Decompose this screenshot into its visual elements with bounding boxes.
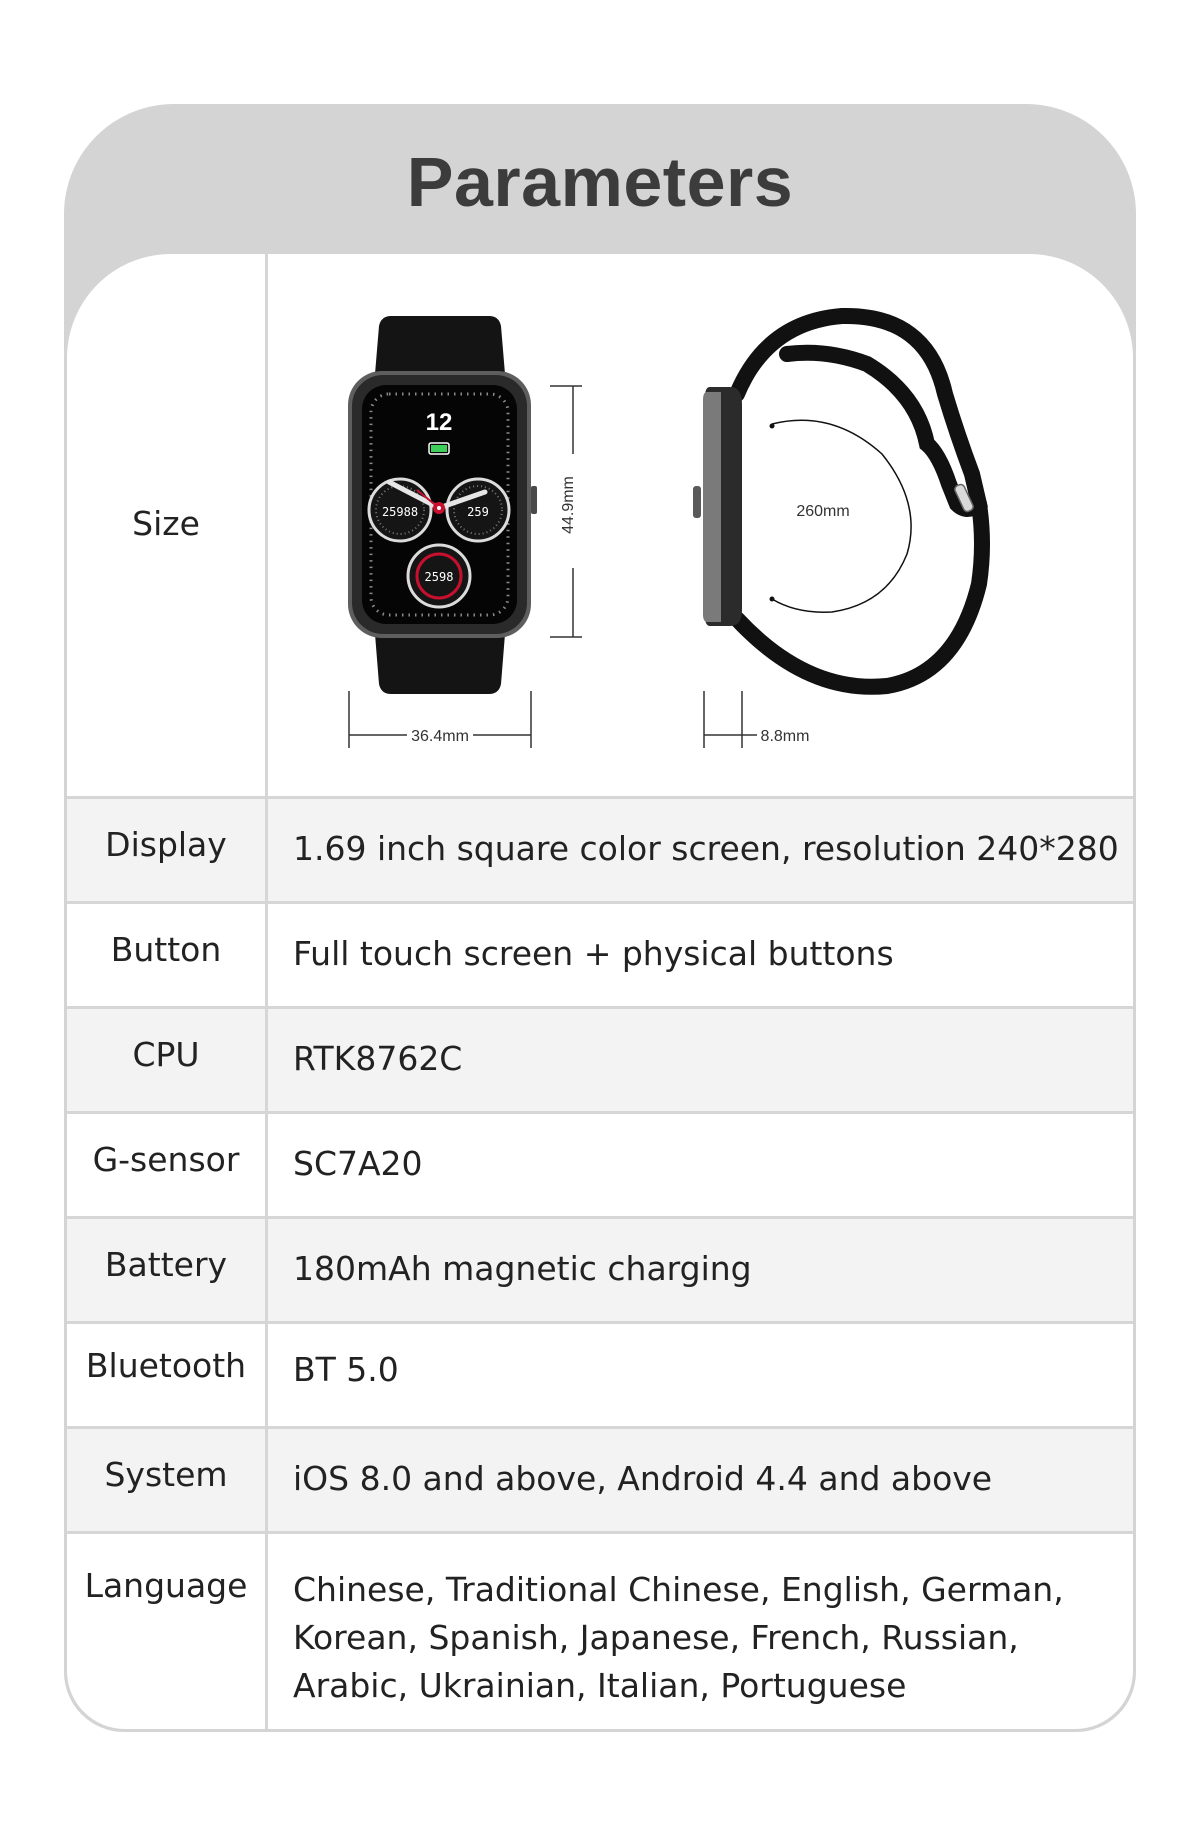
thickness-dim-label: 8.8mm: [760, 728, 810, 745]
watch-hour-label: 12: [425, 409, 453, 436]
parameters-card: [64, 104, 1136, 1732]
spec-row-button: [67, 901, 1133, 1006]
width-dimension: [349, 691, 531, 748]
watch-side-image: [693, 316, 982, 687]
bluetooth-value: BT 5.0: [293, 1350, 399, 1389]
size-row: [67, 254, 1133, 796]
spec-row-battery: [67, 1216, 1133, 1321]
width-dim-label: 36.4mm: [411, 728, 469, 745]
height-dimension: [550, 386, 582, 637]
battery-label: Battery: [104, 1245, 228, 1284]
button-value: Full touch screen + physical buttons: [293, 934, 894, 973]
spec-row-cpu: [67, 1006, 1133, 1111]
left-dial-value: 25988: [381, 505, 419, 519]
spec-table: [67, 254, 1133, 1729]
page-title: Parameters: [406, 143, 794, 221]
system-value: iOS 8.0 and above, Android 4.4 and above: [293, 1459, 993, 1498]
display-value: 1.69 inch square color screen, resolution 240*280: [293, 829, 1119, 868]
bluetooth-label: Bluetooth: [85, 1346, 247, 1385]
spec-row-system: [67, 1426, 1133, 1531]
spec-row-display: [67, 796, 1133, 901]
button-label: Button: [110, 930, 222, 969]
battery-value: 180mAh magnetic charging: [293, 1249, 752, 1288]
height-dim-label: 44.9mm: [560, 476, 577, 534]
cpu-value: RTK8762C: [293, 1039, 463, 1078]
strap-dim-label: 260mm: [796, 503, 850, 520]
bottom-dial-value: 2598: [424, 570, 454, 584]
size-illustration: [267, 254, 1133, 796]
language-label: Language: [84, 1566, 248, 1605]
g-sensor-value: SC7A20: [293, 1144, 423, 1183]
column-divider: [265, 254, 268, 1729]
language-value: Chinese, Traditional Chinese, English, German, Korean, Spanish, Japanese, French, Russian, Arabic, Ukrainian, Italian, Portuguese: [293, 1570, 1064, 1705]
g-sensor-label: G-sensor: [92, 1140, 240, 1179]
watch-front-image: [348, 316, 537, 694]
thickness-dimension: [704, 691, 809, 748]
display-label: Display: [105, 825, 227, 864]
right-dial-value: 259: [467, 505, 489, 519]
spec-row-g-sensor: [67, 1111, 1133, 1216]
spec-row-language: [67, 1531, 1133, 1729]
cpu-label: CPU: [132, 1035, 200, 1074]
spec-row-bluetooth: [67, 1321, 1133, 1426]
system-label: System: [104, 1455, 228, 1494]
size-label: Size: [132, 504, 200, 543]
